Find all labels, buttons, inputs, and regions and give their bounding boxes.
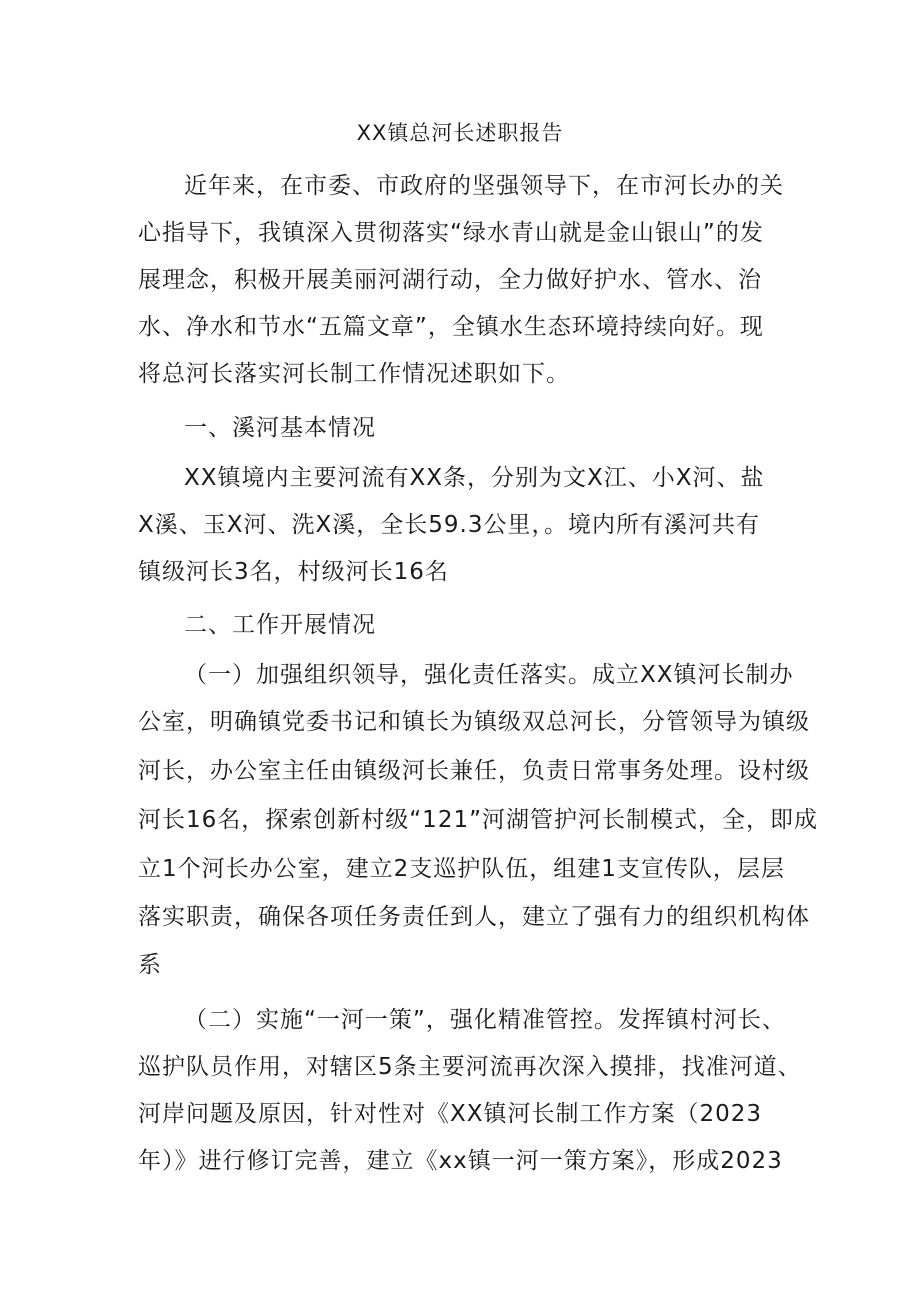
paragraph-line: 近年来，在市委、市政府的坚强领导下，在市河长办的关: [184, 173, 784, 199]
paragraph-line: 河长16名，探索创新村级“121”河湖管护河长制模式，全，即成: [138, 807, 818, 833]
paragraph-line: 将总河长落实河长制工作情况述职如下。: [138, 361, 570, 387]
paragraph-line: 系: [138, 952, 162, 978]
section-heading: 二、工作开展情况: [184, 612, 376, 638]
paragraph-line: 公室，明确镇党委书记和镇长为镇级双总河长，分管领导为镇级: [138, 709, 810, 735]
paragraph-line: 立1个河长办公室，建立2支巡护队伍，组建1支宣传队，层层: [138, 856, 785, 882]
paragraph-line: （一）加强组织领导，强化责任落实。成立XX镇河长制办: [184, 662, 794, 688]
paragraph-line: XX镇境内主要河流有XX条，分别为文X江、小X河、盐: [184, 465, 765, 491]
paragraph-line: 巡护队员作用，对辖区5条主要河流再次深入摸排，找准河道、: [138, 1054, 802, 1080]
paragraph-line: X溪、玉X河、洗X溪，全长59.3公里，。境内所有溪河共有: [138, 512, 760, 538]
paragraph-line: 展理念，积极开展美丽河湖行动，全力做好护水、管水、治: [138, 267, 762, 293]
paragraph-line: （二）实施“一河一策”，强化精准管控。发挥镇村河长、: [184, 1007, 786, 1033]
paragraph-line: 水、净水和节水“五篇文章”，全镇水生态环境持续向好。现: [138, 314, 764, 340]
section-heading: 一、溪河基本情况: [184, 415, 376, 441]
paragraph-line: 河岸问题及原因，针对性对《XX镇河长制工作方案（2023: [138, 1101, 763, 1127]
document-title: XX镇总河长述职报告: [356, 121, 564, 145]
paragraph-line: 河长，办公室主任由镇级河长兼任，负责日常事务处理。设村级: [138, 758, 810, 784]
paragraph-line: 年）》进行修订完善，建立《xx镇一河一策方案》，形成2023: [138, 1148, 783, 1174]
paragraph-line: 心指导下，我镇深入贯彻落实“绿水青山就是金山银山”的发: [138, 220, 764, 246]
paragraph-line: 落实职责，确保各项任务责任到人，建立了强有力的组织机构体: [138, 904, 810, 930]
paragraph-line: 镇级河长3名，村级河长16名: [138, 559, 449, 585]
